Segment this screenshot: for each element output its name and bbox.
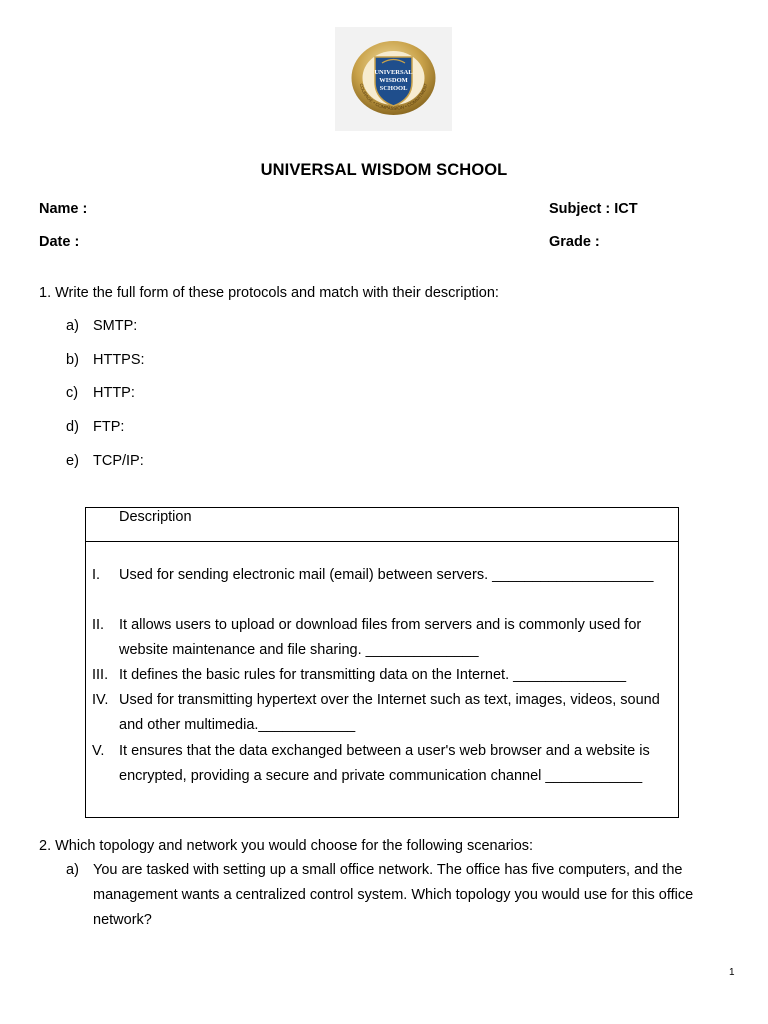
- page-number: 1: [729, 967, 735, 978]
- logo-line2: WISDOM: [379, 77, 408, 84]
- description-table: Description I. Used for sending electronic mail (email) between servers. ____________________ II. It allows users to upload or download files from servers and is commonly used for website maintenance and file sharing. ______________ III. It defines the basic rules for transmitting data on the Internet. ______________ IV. Used for transmitting hypertext over the Internet such as text, images, videos, sound and other multimedia.____________ V. It ensures that the data exchanged between a user's web browser and a website is encrypted, providing a secure and private communication channel ____________: [85, 507, 679, 818]
- name-label: Name :: [39, 201, 88, 217]
- protocol-option: e) TCP/IP:: [66, 453, 144, 469]
- question-1-prompt: 1. Write the full form of these protocols and match with their description:: [39, 285, 499, 301]
- school-logo: [335, 27, 452, 131]
- logo-motto: COURAGE • COMPASSION • COMMITMENT: [358, 82, 429, 111]
- date-label: Date :: [39, 234, 80, 250]
- protocol-option: c) HTTP:: [66, 385, 135, 401]
- description-table-header: Description: [86, 508, 678, 542]
- protocol-option: a) SMTP:: [66, 318, 138, 334]
- protocol-option: b) HTTPS:: [66, 352, 145, 368]
- logo-line1: UNIVERSAL: [374, 69, 413, 76]
- logo-line3: SCHOOL: [379, 85, 408, 92]
- school-title: UNIVERSAL WISDOM SCHOOL: [260, 161, 508, 179]
- question-2-prompt: 2. Which topology and network you would choose for the following scenarios:: [39, 838, 534, 854]
- grade-label: Grade :: [549, 234, 600, 250]
- protocol-option: d) FTP:: [66, 419, 125, 435]
- subject-label: Subject : ICT: [549, 201, 638, 217]
